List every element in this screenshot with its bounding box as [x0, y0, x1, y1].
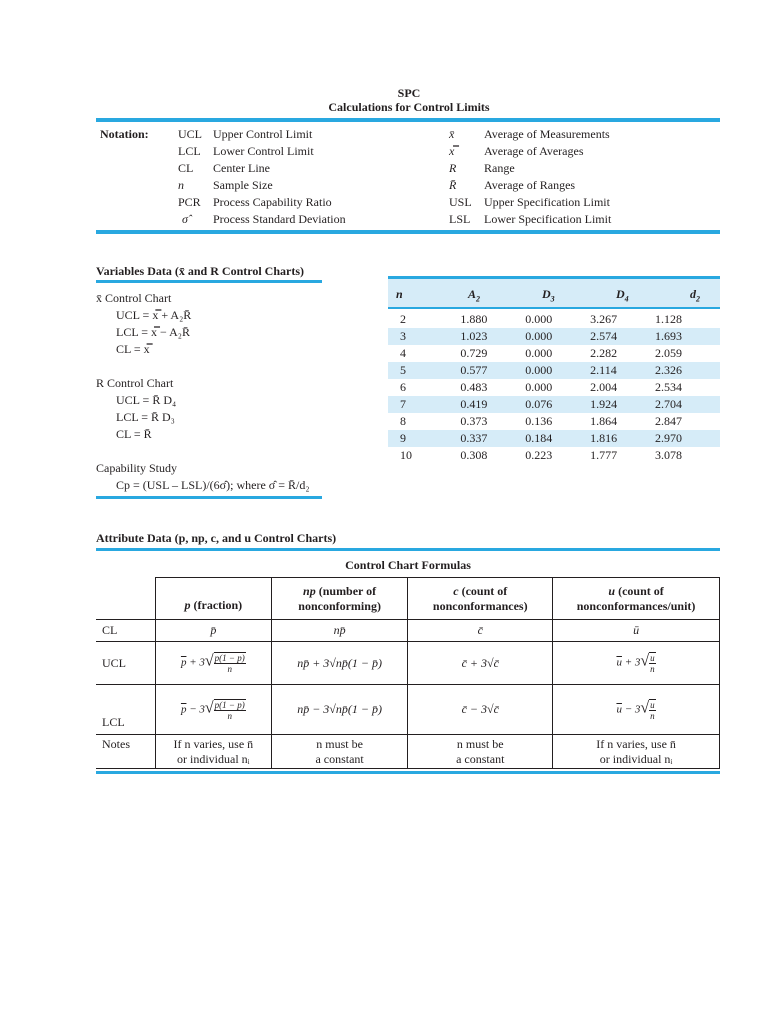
- lcl-np: np̄ − 3√np̄(1 − p̄): [271, 685, 408, 735]
- constants-cell: 1.023: [460, 328, 525, 345]
- capability-formula: Cp = (USL – LSL)/(6σ̂); where σ̂ = R̄/d₂: [116, 478, 310, 492]
- notation-label: Notation:: [100, 127, 149, 141]
- constants-cell: 2.574: [590, 328, 655, 345]
- constants-cell: 2.847: [655, 414, 683, 428]
- capability-title: Capability Study: [96, 461, 177, 475]
- constants-cell: 0.000: [525, 328, 590, 345]
- lcl-c: c̄ − 3√c̄: [408, 685, 553, 735]
- constants-cell: 5: [388, 362, 460, 379]
- header-d2: $d_2$: [690, 287, 700, 304]
- constants-cell: 0.000: [525, 380, 553, 394]
- variables-title: Variables Data (x̄ and R Control Charts): [96, 264, 305, 278]
- constants-cell: 2.704: [655, 396, 720, 413]
- xbar-lcl: LCL = x̿ − A₂R̄: [116, 325, 190, 339]
- notes-np: n must be a constant: [271, 735, 408, 769]
- header-d3: $D_3$: [542, 287, 555, 304]
- notation-rule: [96, 230, 720, 234]
- attribute-table: [96, 577, 720, 769]
- attribute-title: Attribute Data (p, np, c, and u Control Charts): [96, 531, 337, 545]
- constants-cell: 1.864: [590, 414, 618, 428]
- constants-cell: 0.184: [525, 430, 590, 447]
- constants-cell: 0.136: [525, 414, 553, 428]
- notation-right: x̄ Average of Measurements x̿ Average of Averages R Range R̄ Average of Ranges USL Upper Specification Limit LSL Lower Specification Limit: [449, 127, 612, 226]
- notes-u: If n varies, use n̄ or individual nᵢ: [553, 735, 720, 769]
- ucl-p: $\overline{p} + 3√$ $\frac{p(1 - \overline{p})}{n}$: [155, 642, 271, 685]
- constants-cell: 2.114: [590, 362, 655, 379]
- constants-cell: 2.326: [655, 362, 720, 379]
- constants-cell: 0.337: [460, 430, 525, 447]
- constants-cell: 0.729: [460, 346, 488, 360]
- cl-c: c̄: [408, 620, 553, 642]
- constants-cell: 2.282: [590, 346, 618, 360]
- constants-cell: 2.004: [590, 380, 618, 394]
- constants-table: [388, 311, 720, 464]
- xbar-cl: CL = x̿: [116, 342, 150, 356]
- constants-cell: 9: [388, 430, 460, 447]
- xbar-ucl: UCL = x̿ + A₂R̄: [116, 308, 192, 322]
- constants-cell: 2.534: [655, 380, 683, 394]
- col-head-np: np (number of nonconforming): [271, 578, 408, 620]
- notes-c: n must be a constant: [408, 735, 553, 769]
- constants-row: [388, 379, 720, 396]
- constants-cell: 2: [400, 312, 406, 326]
- constants-header: [388, 279, 720, 307]
- constants-cell: 2.970: [655, 430, 720, 447]
- control-formulas-title: Control Chart Formulas: [345, 558, 471, 572]
- constants-cell: 3.267: [590, 312, 618, 326]
- row-label-notes: Notes: [96, 735, 155, 769]
- header-d4: $D_4$: [616, 287, 629, 304]
- header-a2: $A_2$: [468, 287, 481, 304]
- variables-bottom-rule: [96, 496, 322, 499]
- constants-cell: 0.577: [460, 362, 525, 379]
- attribute-bottom-rule: [96, 771, 720, 774]
- constants-cell: 0.308: [460, 448, 488, 462]
- constants-header-rule: [388, 307, 720, 309]
- constants-row: [388, 430, 720, 447]
- lcl-p: $\overline{p} - 3√$ $\frac{p(1 - \overline{p})}{n}$: [155, 685, 271, 735]
- constants-cell: 0.000: [525, 346, 553, 360]
- constants-cell: 1.128: [655, 312, 683, 326]
- page-subtitle: Calculations for Control Limits: [328, 100, 490, 114]
- constants-cell: 1.880: [460, 312, 488, 326]
- constants-cell: 7: [388, 396, 460, 413]
- constants-cell: 2.059: [655, 346, 683, 360]
- constants-row: [388, 345, 720, 362]
- col-head-p: p (fraction): [155, 578, 271, 620]
- r-cl: CL = R̄: [116, 427, 152, 441]
- constants-cell: 4: [400, 346, 406, 360]
- constants-row: [388, 311, 720, 328]
- top-rule: [96, 118, 720, 122]
- constants-row: [388, 413, 720, 430]
- constants-cell: 0.000: [525, 362, 590, 379]
- r-chart-title: R Control Chart: [96, 376, 174, 390]
- row-label-lcl: LCL: [96, 685, 155, 735]
- constants-cell: 0.483: [460, 380, 488, 394]
- page-title: SPC: [397, 86, 421, 100]
- constants-cell: 1.693: [655, 328, 720, 345]
- row-label-cl: CL: [96, 620, 155, 642]
- cl-u: ū: [553, 620, 720, 642]
- constants-cell: 0.419: [460, 396, 525, 413]
- constants-cell: 0.223: [525, 448, 553, 462]
- constants-cell: 1.777: [590, 448, 618, 462]
- ucl-c: c̄ + 3√c̄: [408, 642, 553, 685]
- ucl-u: $\overline{u} + 3√$ $\frac{u}{n}$: [553, 642, 720, 685]
- cl-np: np̄: [271, 620, 408, 642]
- variables-rule: [96, 280, 322, 283]
- constants-cell: 0.373: [460, 414, 488, 428]
- ucl-np: np̄ + 3√np̄(1 − p̄): [271, 642, 408, 685]
- constants-cell: 8: [400, 414, 406, 428]
- r-lcl: LCL = R̄ D₃: [116, 410, 175, 424]
- variables-formulas: [96, 290, 310, 494]
- notes-p: If n varies, use n̄ or individual nᵢ: [155, 735, 271, 769]
- row-label-ucl: UCL: [96, 642, 155, 685]
- constants-row: [388, 328, 720, 345]
- constants-cell: 0.076: [525, 396, 590, 413]
- header-n: n: [396, 287, 403, 301]
- constants-row: [388, 396, 720, 413]
- xbar-chart-title: x̄ Control Chart: [96, 291, 172, 305]
- lcl-u: $\overline{u} - 3√$ $\frac{u}{n}$: [553, 685, 720, 735]
- constants-cell: 3.078: [655, 448, 683, 462]
- constants-cell: 6: [400, 380, 406, 394]
- col-head-u: u (count of nonconformances/unit): [553, 578, 720, 620]
- constants-cell: 10: [400, 448, 412, 462]
- constants-row: [388, 362, 720, 379]
- col-head-c: c (count of nonconformances): [408, 578, 553, 620]
- constants-cell: 0.000: [525, 312, 553, 326]
- attribute-rule: [96, 548, 720, 551]
- r-ucl: UCL = R̄ D₄: [116, 393, 177, 407]
- cl-p: p̄: [155, 620, 271, 642]
- constants-row: [388, 447, 720, 464]
- constants-cell: 1.816: [590, 430, 655, 447]
- notation-left: UCL Upper Control Limit LCL Lower Control Limit CL Center Line n Sample Size PCR Process Capability Ratio σ̂ Process Standard Deviation: [178, 127, 346, 226]
- constants-cell: 3: [388, 328, 460, 345]
- constants-cell: 1.924: [590, 396, 655, 413]
